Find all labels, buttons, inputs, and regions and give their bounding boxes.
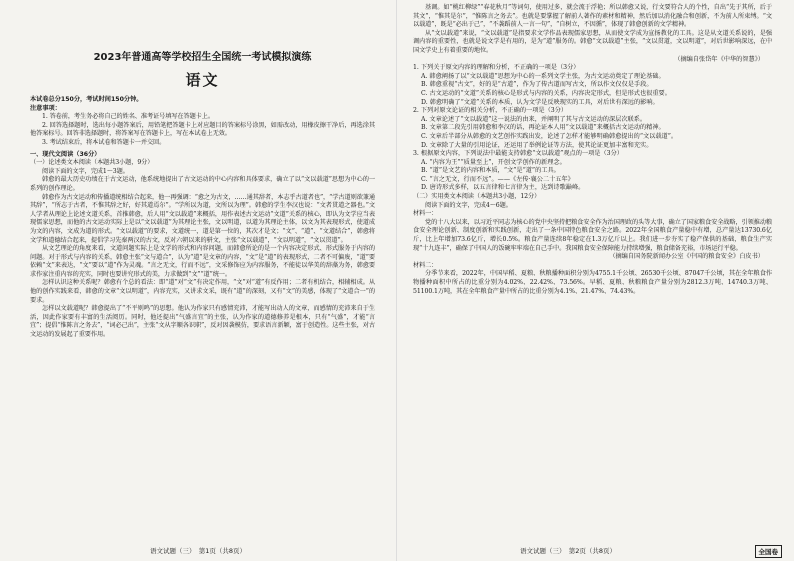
part-instruction: 阅读下面的文字，完成1～3题。 xyxy=(42,167,129,175)
article-paragraph: 基调。如“桃红柳绿”“春花秋月”等词句，使用过多，就会流于浮艳；所以韩愈又说，行文要符合人的个性，自出“先于其所，后于其文”，“惟其是尔”，“惟陈言之务去”。也就是要掌握了解前人著作的素材和精神，然后加以消化融合和创新，不为前人所束缚。“文以载道”，既是“必出于己”，“不袭蹈前人一言一句”，“自树立，不因循”，体现了韩愈创新的文学精神。 xyxy=(413,4,772,29)
question-3: 3. 根据原文内容，下列说法中最能支持韩愈“文以载道”观点的一项是（3分） xyxy=(413,150,623,158)
section-heading: 一、现代文阅读（36分） xyxy=(30,150,101,158)
part-heading: （一）论述类文本阅读（本题共3小题，9分） xyxy=(30,159,154,167)
source-note: （摘编自张岱年《中华的智慧》） xyxy=(674,55,764,63)
article-paragraph: 从文艺理论的角度来看，文道问题实际上是文学的形式和内容问题，而韩愈所论的是一个内容决定形式、形式服务于内容的问题。对于形式与内容的关系，韩愈主张“文与道合”，认为“道”是文章的内容，“文”是“道”的表现形式，二者不可偏废，“道”要依赖“文”来表达，“文”要以“道”作为灵魂。“言之无文，行而不远”，文采修饰应为内容服务，不能徒以华美的辞藻为务，韩愈要求作家注重内容的充实，同时也要讲究形式的美，力求做到“文”“道”统一。 xyxy=(30,245,375,278)
article-paragraph: 从“文以载道”来说，“文以载道”是指要求文学作品表现儒家思想，从而使文学成为宣扬教化的工具。这是从文道关系说的，是强调内容的重要性，也就是说文学是有用的，是为“道”服务的。韩愈“文以载道”主张，“文以贯道，文以明道”，对后世影响深远，在中国文学史上有着重要的地位。 xyxy=(413,29,772,54)
part-instruction: 阅读下面的文字，完成4～6题。 xyxy=(425,201,512,209)
question-option: B. 韩愈重视“古文”，好的是“古道”，作为了传古道而写古文，所以作文仅仅是手段。 xyxy=(421,81,653,89)
page-footer-right: 语文试题（三） 第2页（共8页） xyxy=(520,547,617,555)
right-page xyxy=(397,0,794,561)
article-paragraph: 韩愈作为古文运动和传播道统相结合起来，他一再强调：“愈之为古文，……通其辞者，本志乎古道者也”，“学古道则欲兼通其辞”，“所志于古者，不惟其辞之好，好其道焉尔”。“学所以为道，文所以为理”。韩愈的学生李汉也说：“文者贯道之器也。”文人学者从理论上论述文道关系，首推韩愈，后人用“文以载道”来概括，用作表述古文运动“文道”关系的核心，即认为文学应当表现儒家思想，而他的古文运动实际上是以“文以载道”为其理论主张，文以明道，以道为其理论主体，以文为其表现形式，使道成为文的内容，文成为道的形式。“文以载道”的要求，文道统一，道是第一位的，其次才是文；“文”、“道”、“文道结合”，韩愈将文学和道德结合起来，提倡学习先秦两汉的古文，反对六朝以来的骈文，主张“文以载道”，“文以明道”，“文以贯道”。 xyxy=(30,193,375,244)
material-label: 材料二： xyxy=(413,261,438,269)
note-item: 3. 考试结束后，将本试卷和答题卡一并交回。 xyxy=(42,138,166,146)
question-option: C. 文章后半部分从韩愈的文艺创作实践出发，论述了怎样才能够明确韩愈提出的“文以载道”。 xyxy=(421,132,678,140)
exam-badge: 全国卷 xyxy=(755,545,783,558)
subject-title: 语文 xyxy=(185,71,220,89)
question-option: D. 唐诗形式多样，以五言律和七言律为主，达到诗歌巅峰。 xyxy=(421,184,585,192)
question-option: B. 文章第二段先引用韩愈和李汉的话，再论证本人用“文以载道”来概括古文运动的精神。 xyxy=(421,124,665,132)
note-item: 1. 答卷前，考生务必将自己的姓名、准考证号填写在答题卡上。 xyxy=(42,113,214,121)
notes-heading: 注意事项： xyxy=(30,104,61,112)
question-option: C. 古文运动的“文道”关系的核心是形式与内容的关系，内容决定形式，但是形式也很重要。 xyxy=(421,89,671,97)
source-note: （摘编自国务院新闻办公室《中国的粮食安全》白皮书） xyxy=(609,253,764,261)
material-label: 材料一： xyxy=(413,210,438,218)
question-option: C. “言之无文，行而不远”。——《左传·襄公二十五年》 xyxy=(421,175,574,183)
question-option: D. 韩愈明确了“文道”关系的本质，认为文学是反映现实的工具，对后世有深远的影响。 xyxy=(421,98,659,106)
material-text: 党的十八大以来，以习近平同志为核心的党中央坚持把粮食安全作为治国理政的头等大事，确立了国家粮食安全战略，引领推动粮食安全理论创新、制度创新和实践创新，走出了一条中国特色粮食安全之路。2022年全国粮食产量稳中有增，总产量达13730.6亿斤，比上年增加73.6亿斤，增长0.5%。粮食产量连续8年稳定在1.3万亿斤以上。我们进一步夯实了稳产保供的基础，粮食生产实现“十九连丰”，确保了中国人的饭碗牢牢端在自己手中。我国粮食安全保障能力持续增强，粮食储备充裕，市场运行平稳。 xyxy=(413,218,772,252)
article-paragraph: 韩愈的最大历史功绩在于古文运动，他系统地提出了古文运动的中心内容和具体要求，确立了以“文以载道”思想为中心的一系列的创作理论。 xyxy=(30,176,375,192)
question-1: 1. 下列关于原文内容的理解和分析，不正确的一项是（3分） xyxy=(413,64,580,72)
exam-intro: 本试卷总分150分，考试时间150分钟。 xyxy=(30,96,143,103)
article-paragraph: 怎样以文载道呢？韩愈提出了“不平则鸣”的思想。他认为作家只有感情充沛，才能写出动人的文章，而感情的充沛来自于生活，因此作家要有丰富的生活阅历。同时，他还提出“气盛言宜”的主张，认为作家的道德修养是根本，只有“气盛”，才能“言宜”；提倡“惟陈言之务去”，“词必己出”，主张“文从字顺各识职”，反对因袭模仿，要求语言新颖，富于创造性。这些主张，对古文运动的发展起了重要作用。 xyxy=(30,305,375,339)
material-text: 分季节来看，2022年，中国早稻、夏粮、秋粮播种面积分别为4755.1千公顷、26530千公顷、87047千公顷，其在全年粮食作物播种面积中所占的比重分别为4.02%、22.42%、73.56%。早稻、夏粮、秋粮粮食产量分别为2812.3万吨、14740.3万吨、51100.1万吨，其在全年粮食产量中所占的比重分别为4.1%、21.47%、74.43%。 xyxy=(413,270,772,295)
question-2: 2. 下列对原文论证的相关分析，不正确的一项是（3分） xyxy=(413,107,568,115)
question-option: A. 文章论述了“文以载道”这一说法的由来，并阐明了其与古文运动的深层次联系。 xyxy=(421,115,647,123)
question-option: B. “道”是文艺的内容和本质，“文”是“道”的工具。 xyxy=(421,167,560,175)
note-item: 2. 回答选择题时，选出每小题答案后，用铅笔把答题卡上对应题目的答案标号涂黑，如需改动，用橡皮擦干净后，再选涂其他答案标号。回答非选择题时，将答案写在答题卡上，写在本试卷上无效。 xyxy=(30,121,375,138)
article-paragraph: 怎样认识这种关系呢？韩愈有个总的看法：即“道”对“文”有决定作用，“文”对“道”有反作用；二者有机结合，相辅相成。从他的创作实践来看，韩愈的文章“文以明道”，内容充实，又讲求文采，既有“道”的深刻，又有“文”的美感，体现了“文道合一”的要求。 xyxy=(30,279,375,304)
question-option: A. “内容为王”“质量至上”，开创文学创作的新理念。 xyxy=(421,158,566,166)
question-option: A. 韩愈阐扬了以“文以载道”思想为中心的一系列文学主张，为古文运动奠定了理论基础。 xyxy=(421,72,665,80)
question-option: D. 文章除了大量的引用论证，还运用了举例论证等方法，使其论证更加丰富和充实。 xyxy=(421,141,653,149)
page-footer-left: 语文试题（三） 第1页（共8页） xyxy=(150,547,247,555)
exam-title: 2023年普通高等学校招生全国统一考试模拟演练 xyxy=(93,52,312,63)
part-heading: （二）实用类文本阅读（本题共3小题，12分） xyxy=(413,193,541,201)
